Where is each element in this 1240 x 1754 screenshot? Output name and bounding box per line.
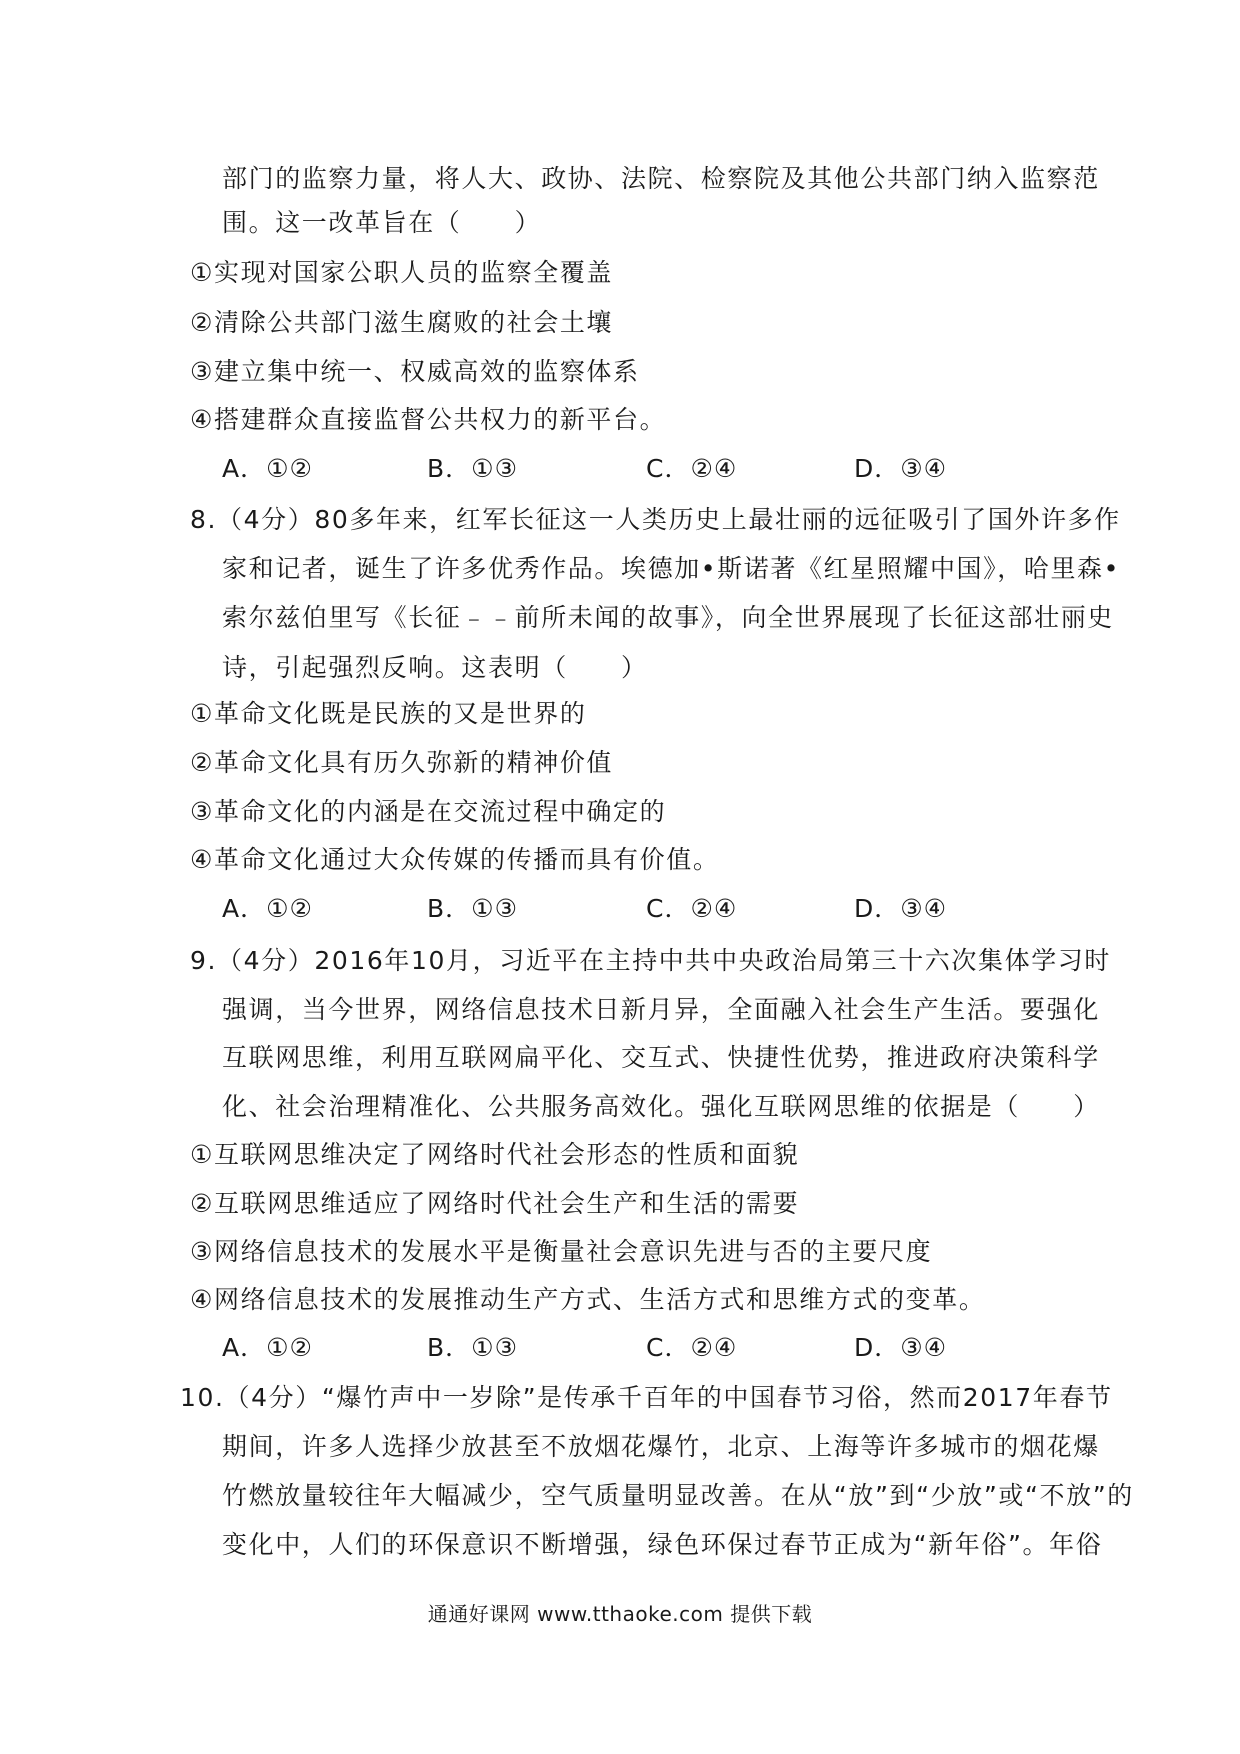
q8-statement-3: ③革命文化的内涵是在交流过程中确定的 bbox=[190, 797, 667, 826]
q9-stem-line: 强调，当今世界，网络信息技术日新月异，全面融入社会生产生活。要强化 bbox=[222, 995, 1100, 1024]
q8-statement-2: ②革命文化具有历久弥新的精神价值 bbox=[190, 748, 614, 777]
q9-stem-line: 9.（4分）2016年10月，习近平在主持中共中央政治局第三十六次集体学习时 bbox=[190, 946, 1111, 975]
q10-stem-line: 期间，许多人选择少放甚至不放烟花爆竹，北京、上海等许多城市的烟花爆 bbox=[222, 1432, 1100, 1461]
q8-choice-b[interactable]: B．①③ bbox=[427, 894, 518, 923]
q8-stem-line: 家和记者，诞生了许多优秀作品。埃德加•斯诺著《红星照耀中国》，哈里森• bbox=[222, 554, 1120, 583]
page-footer: 通通好课网 www.tthaoke.com 提供下载 bbox=[427, 1602, 813, 1626]
q7-choice-c[interactable]: C．②④ bbox=[646, 454, 738, 483]
q8-stem-line: 诗，引起强烈反响。这表明（ ） bbox=[222, 653, 648, 682]
q9-statement-1: ①互联网思维决定了网络时代社会形态的性质和面貌 bbox=[190, 1140, 800, 1169]
q9-choice-a[interactable]: A．①② bbox=[222, 1333, 313, 1362]
q10-stem-line: 竹燃放量较往年大幅减少，空气质量明显改善。在从“放”到“少放”或“不放”的 bbox=[222, 1481, 1134, 1510]
q10-stem-line: 变化中，人们的环保意识不断增强，绿色环保过春节正成为“新年俗”。年俗 bbox=[222, 1530, 1103, 1559]
q8-stem-line: 索尔兹伯里写《长征﹣﹣前所未闻的故事》，向全世界展现了长征这部壮丽史 bbox=[222, 603, 1114, 632]
q9-choice-b[interactable]: B．①③ bbox=[427, 1333, 518, 1362]
q8-statement-4: ④革命文化通过大众传媒的传播而具有价值。 bbox=[190, 845, 720, 874]
q7-choice-d[interactable]: D．③④ bbox=[854, 454, 948, 483]
q7-choice-a[interactable]: A．①② bbox=[222, 454, 313, 483]
q9-stem-line: 化、社会治理精准化、公共服务高效化。强化互联网思维的依据是（ ） bbox=[222, 1092, 1100, 1121]
q7-statement-1: ①实现对国家公职人员的监察全覆盖 bbox=[190, 258, 614, 287]
q9-statement-2: ②互联网思维适应了网络时代社会生产和生活的需要 bbox=[190, 1189, 800, 1218]
q8-choice-a[interactable]: A．①② bbox=[222, 894, 313, 923]
q9-choice-d[interactable]: D．③④ bbox=[854, 1333, 948, 1362]
q9-stem-line: 互联网思维，利用互联网扁平化、交互式、快捷性优势，推进政府决策科学 bbox=[222, 1043, 1100, 1072]
q10-stem-line: 10.（4分）“爆竹声中一岁除”是传承千百年的中国春节习俗，然而2017年春节 bbox=[180, 1383, 1113, 1412]
q9-choice-c[interactable]: C．②④ bbox=[646, 1333, 738, 1362]
q8-statement-1: ①革命文化既是民族的又是世界的 bbox=[190, 699, 587, 728]
q8-choice-c[interactable]: C．②④ bbox=[646, 894, 738, 923]
q7-stem-line: 围。这一改革旨在（ ） bbox=[222, 208, 542, 237]
q8-choice-d[interactable]: D．③④ bbox=[854, 894, 948, 923]
q7-statement-4: ④搭建群众直接监督公共权力的新平台。 bbox=[190, 405, 667, 434]
q7-stem-line: 部门的监察力量，将人大、政协、法院、检察院及其他公共部门纳入监察范 bbox=[222, 164, 1100, 193]
q7-statement-3: ③建立集中统一、权威高效的监察体系 bbox=[190, 357, 640, 386]
q7-statement-2: ②清除公共部门滋生腐败的社会土壤 bbox=[190, 308, 614, 337]
q9-statement-4: ④网络信息技术的发展推动生产方式、生活方式和思维方式的变革。 bbox=[190, 1285, 986, 1314]
q7-choice-b[interactable]: B．①③ bbox=[427, 454, 518, 483]
q8-stem-line: 8.（4分）80多年来，红军长征这一人类历史上最壮丽的远征吸引了国外许多作 bbox=[190, 505, 1121, 534]
q9-statement-3: ③网络信息技术的发展水平是衡量社会意识先进与否的主要尺度 bbox=[190, 1237, 933, 1266]
